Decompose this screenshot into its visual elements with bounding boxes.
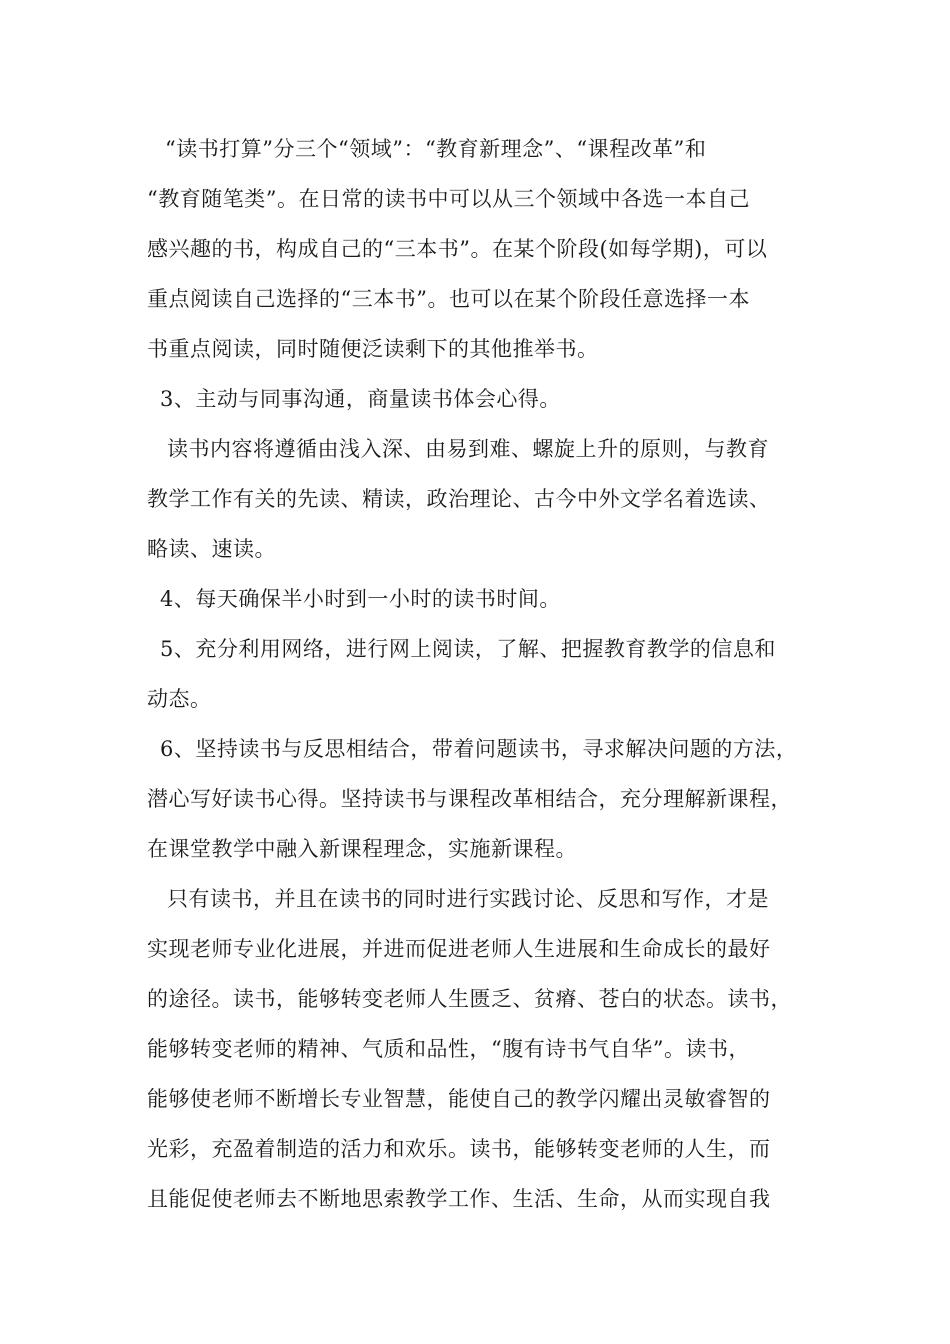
text-line: 略读、速读。 xyxy=(147,537,276,561)
text-line: 动态。 xyxy=(147,687,212,711)
list-item-4: 4、每天确保半小时到一小时的读书时间。 xyxy=(160,587,561,611)
text-line: 能够转变老师的精神、气质和品性，“腹有诗书气自华”。读书， xyxy=(147,1037,750,1061)
text-line: 潜心写好读书心得。坚持读书与课程改革相结合，充分理解新课程， xyxy=(147,787,792,811)
text-line: 只有读书，并且在读书的同时进行实践讨论、反思和写作，才是 xyxy=(167,887,769,911)
text-line: 教学工作有关的先读、精读，政治理论、古今中外文学名着选读、 xyxy=(147,487,771,511)
text-line: “读书打算”分三个“领域”：“教育新理念”、“课程改革”和 xyxy=(165,137,707,161)
text-line: 且能促使老师去不断地思索教学工作、生活、生命，从而实现自我 xyxy=(147,1187,771,1211)
list-item-6: 6、坚持读书与反思相结合，带着问题读书，寻求解决问题的方法， xyxy=(160,737,798,761)
text-line: 实现老师专业化进展，并进而促进老师人生进展和生命成长的最好 xyxy=(147,937,771,961)
text-line: 书重点阅读，同时随便泛读剩下的其他推举书。 xyxy=(147,337,599,361)
text-line: 重点阅读自己选择的“三本书”。也可以在某个阶段任意选择一本 xyxy=(147,287,750,311)
text-line: 感兴趣的书，构成自己的“三本书”。在某个阶段(如每学期)，可以 xyxy=(147,237,768,261)
text-line: 的途径。读书，能够转变老师人生匮乏、贫瘠、苍白的状态。读书， xyxy=(147,987,792,1011)
text-line: 读书内容将遵循由浅入深、由易到难、螺旋上升的原则，与教育 xyxy=(167,437,769,461)
list-item-5: 5、充分利用网络，进行网上阅读，了解、把握教育教学的信息和 xyxy=(160,637,776,661)
text-line: “教育随笔类”。在日常的读书中可以从三个领域中各选一本自己 xyxy=(147,187,750,211)
text-line: 能够使老师不断增长专业智慧，能使自己的教学闪耀出灵敏睿智的 xyxy=(147,1087,771,1111)
list-item-3: 3、主动与同事沟通，商量读书体会心得。 xyxy=(160,387,561,411)
text-line: 在课堂教学中融入新课程理念，实施新课程。 xyxy=(147,837,577,861)
text-line: 光彩，充盈着制造的活力和欢乐。读书，能够转变老师的人生，而 xyxy=(147,1137,771,1161)
